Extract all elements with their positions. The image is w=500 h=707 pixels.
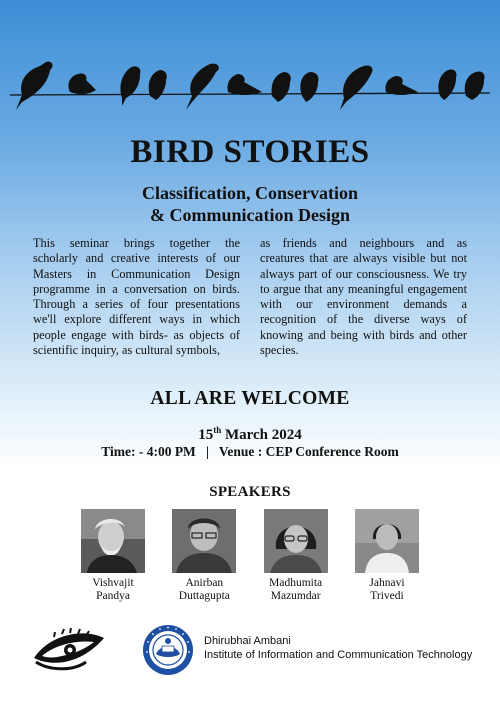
poster-title: BIRD STORIES	[130, 134, 370, 170]
subtitle-line-1: Classification, Conservation	[142, 183, 358, 203]
speaker-portrait-icon	[264, 509, 328, 573]
speaker-last-name: Pandya	[96, 590, 130, 602]
event-time: Time: - 4:00 PM	[101, 444, 196, 459]
welcome-heading: ALL ARE WELCOME	[150, 388, 350, 409]
poster-subtitle	[0, 182, 500, 226]
speaker-name	[80, 577, 146, 603]
speaker-card	[263, 509, 329, 603]
speaker-first-name: Anirban	[185, 577, 224, 589]
speaker-first-name: Madhumita	[269, 577, 323, 589]
date-month-year: March 2024	[221, 427, 302, 443]
speaker-name	[354, 577, 420, 603]
speaker-photo	[81, 509, 145, 573]
speaker-portrait-icon	[81, 509, 145, 573]
speakers-row	[80, 509, 420, 603]
institute-name	[204, 634, 472, 662]
speaker-photo	[172, 509, 236, 573]
event-date	[0, 425, 500, 444]
institute-line-1: Dhirubhai Ambani	[204, 635, 291, 647]
speaker-last-name: Duttagupta	[178, 590, 230, 602]
description-left-column: This seminar brings together the scholarly and creative interests of our Masters in Communication Design programme in a conversation on birds. Through a series of four presentations we'll explore different ways in which people engage with birds- as objects of scientific inquiry, as cultural symbols,	[33, 236, 240, 358]
speaker-portrait-icon	[355, 509, 419, 573]
institute-line-2: Institute of Information and Communication Technology	[204, 649, 473, 661]
speaker-last-name: Trivedi	[370, 590, 404, 602]
subtitle-line-2: & Communication Design	[149, 205, 350, 225]
date-suffix: th	[213, 425, 222, 435]
institute-seal-icon	[142, 624, 194, 676]
speaker-first-name: Jahnavi	[369, 577, 405, 589]
speaker-first-name: Vishvajit	[92, 577, 134, 589]
bird-silhouette-icon	[16, 62, 485, 110]
speaker-name	[263, 577, 329, 603]
speaker-portrait-icon	[172, 509, 236, 573]
description-columns	[33, 236, 467, 358]
birds-on-wire-illustration	[0, 40, 500, 130]
description-right-column: as friends and neighbours and as creatures that are always visible but not always part of our consciousness. We try to argue that any meaningful engagement with our environment demands a recognition of the diverse ways of knowing and being with birds and other species.	[260, 236, 467, 358]
eye-logo-icon	[32, 628, 108, 672]
speaker-last-name: Mazumdar	[270, 590, 321, 602]
speaker-card	[354, 509, 420, 603]
time-venue-line	[0, 444, 500, 460]
speakers-heading: SPEAKERS	[209, 484, 291, 500]
speaker-card	[80, 509, 146, 603]
speaker-photo	[355, 509, 419, 573]
speaker-photo	[264, 509, 328, 573]
speaker-card	[171, 509, 237, 603]
speaker-name	[171, 577, 237, 603]
event-venue: Venue : CEP Conference Room	[218, 444, 399, 459]
date-day: 15	[198, 427, 214, 443]
separator: |	[205, 444, 209, 459]
